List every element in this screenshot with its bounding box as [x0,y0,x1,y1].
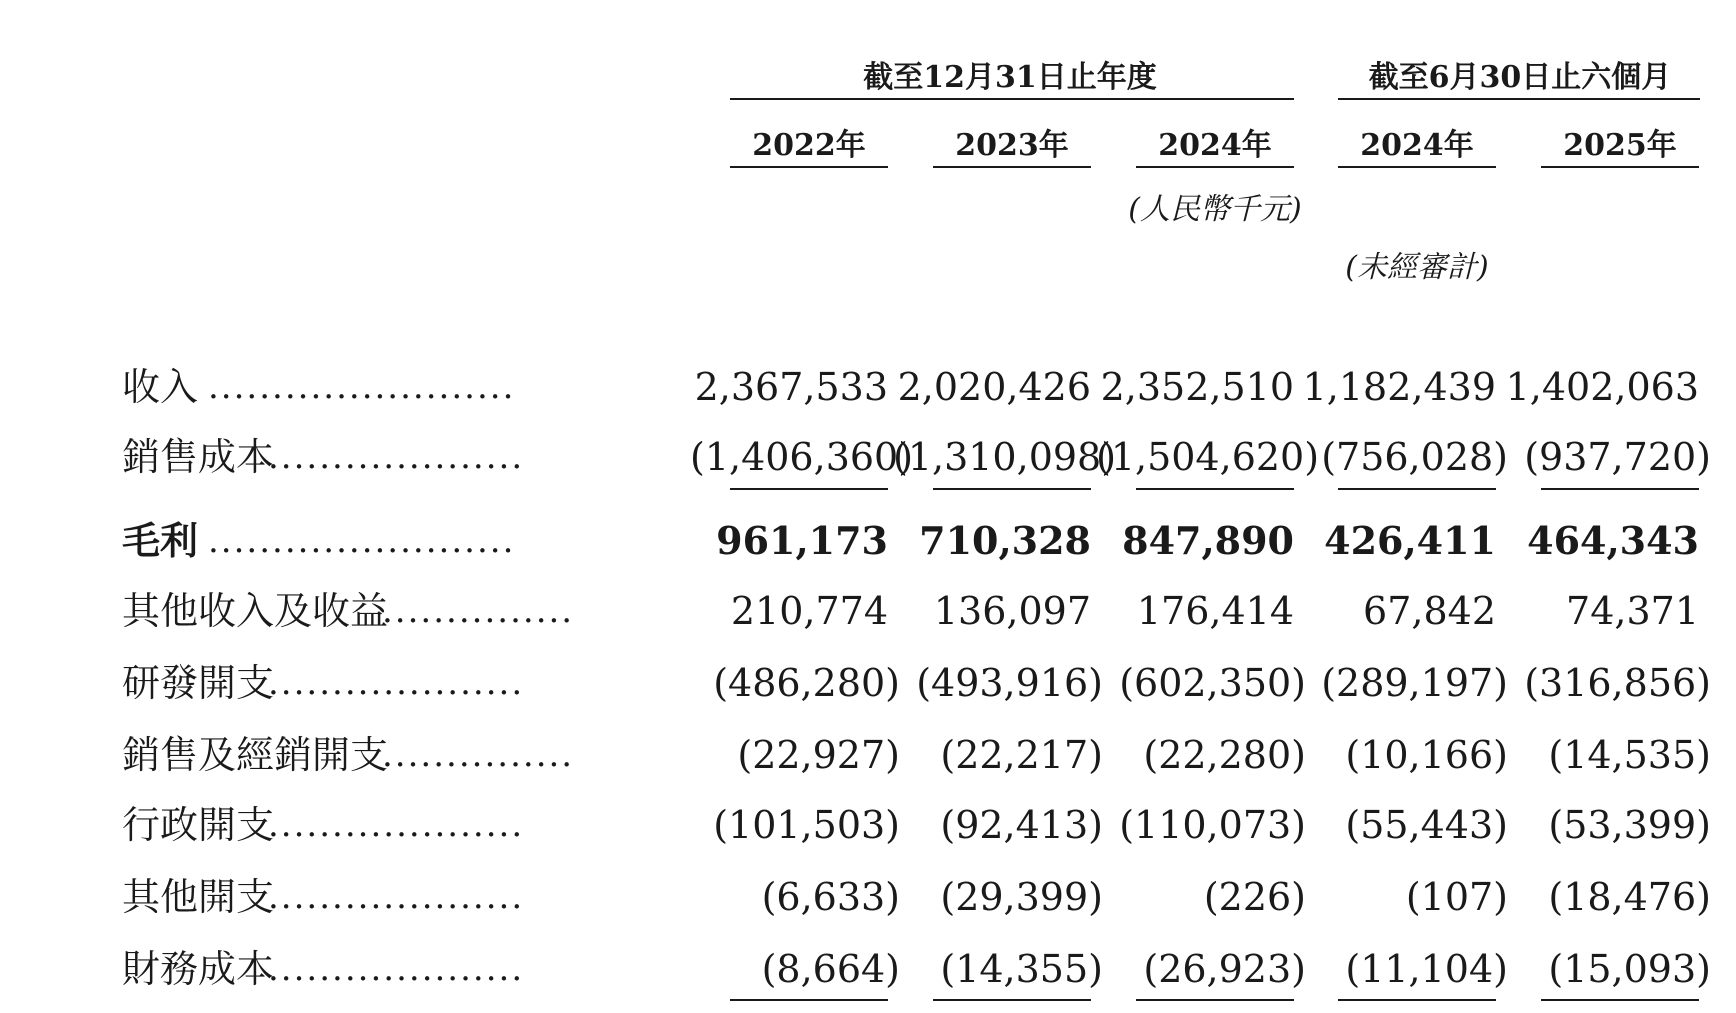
header-half-rule [1338,98,1700,100]
currency-unit-note: (人民幣千元) [1128,192,1302,227]
cell-2024-annual: (602,350) [1119,661,1306,705]
cell-2025-half: (18,476) [1548,875,1711,919]
table-row-rnd-expenses [0,658,1736,708]
cell-2022: (6,633) [761,875,900,919]
cell-2024-half: 67,842 [1363,589,1496,633]
table-row-revenue [0,362,1736,412]
row-label: 收入 [122,365,199,409]
subtotal-rule-2022 [730,488,888,490]
row-label: 銷售及經銷開支 [122,733,389,777]
year-rule-2022 [730,166,888,168]
cell-2025-half: (316,856) [1524,661,1711,705]
year-rule-2024-annual [1136,166,1294,168]
leader-dots: .................... [268,877,525,917]
subtotal-rule-2024-half [1338,999,1496,1001]
subtotal-rule-2023 [933,999,1091,1001]
cell-2023: (29,399) [940,875,1103,919]
year-header-2023: 2023年 [955,128,1069,163]
leader-dots: .................... [268,805,525,845]
table-row-selling-expenses [0,730,1736,780]
leader-dots: ............... [382,735,575,775]
subtotal-rule-2024-annual [1136,999,1294,1001]
cell-2022: (101,503) [713,803,900,847]
cell-2024-half: (10,166) [1345,733,1508,777]
row-label: 其他開支 [122,875,275,919]
leader-dots: .................... [268,437,525,477]
cell-2022: 2,367,533 [694,365,888,409]
subtotal-rule-2024-half [1338,488,1496,490]
cell-2025-half: (14,535) [1548,733,1711,777]
cell-2023: (1,310,098) [893,435,1117,479]
cell-2024-annual: (110,073) [1119,803,1306,847]
cell-2024-annual: (26,923) [1143,947,1306,991]
cell-2023: (22,217) [940,733,1103,777]
cell-2025-half: 1,402,063 [1505,365,1699,409]
year-header-2024-annual: 2024年 [1158,128,1272,163]
cell-2024-half: (107) [1405,875,1508,919]
header-annual-group: 截至12月31日止年度 [863,60,1157,95]
table-row-admin-expenses [0,800,1736,850]
cell-2022: (8,664) [761,947,900,991]
cell-2025-half: 464,343 [1527,518,1699,563]
cell-2022: 961,173 [716,518,888,563]
header-half-group: 截至6月30日止六個月 [1368,60,1672,95]
cell-2025-half: 74,371 [1566,589,1699,633]
unaudited-note: (未經審計) [1345,250,1489,285]
cell-2024-annual: (22,280) [1143,733,1306,777]
year-rule-2024-half [1338,166,1496,168]
row-label: 財務成本 [122,947,275,991]
cell-2023: 2,020,426 [897,365,1091,409]
subtotal-rule-2023 [933,488,1091,490]
leader-dots: ........................ [208,521,516,561]
row-label: 其他收入及收益 [122,589,389,633]
row-label: 行政開支 [122,803,275,847]
year-rule-2023 [933,166,1091,168]
leader-dots: ............... [382,591,575,631]
cell-2022: (1,406,360) [690,435,914,479]
cell-2024-annual: (1,504,620) [1096,435,1320,479]
table-row-finance-costs [0,944,1736,994]
year-header-2025-half: 2025年 [1563,128,1677,163]
cell-2024-annual: (226) [1203,875,1306,919]
cell-2024-annual: 176,414 [1136,589,1294,633]
cell-2023: 136,097 [933,589,1091,633]
cell-2025-half: (937,720) [1524,435,1711,479]
cell-2025-half: (53,399) [1548,803,1711,847]
cell-2024-half: 1,182,439 [1302,365,1496,409]
cell-2024-annual: 2,352,510 [1100,365,1294,409]
cell-2023: (92,413) [940,803,1103,847]
table-row-cost-of-sales [0,432,1736,482]
table-row-other-income [0,586,1736,636]
cell-2022: (486,280) [713,661,900,705]
cell-2024-half: (756,028) [1321,435,1508,479]
cell-2025-half: (15,093) [1548,947,1711,991]
subtotal-rule-2025-half [1541,999,1699,1001]
row-label: 研發開支 [122,661,275,705]
subtotal-rule-2022 [730,999,888,1001]
row-label: 毛利 [122,518,199,563]
cell-2024-annual: 847,890 [1122,518,1294,563]
cell-2023: (493,916) [916,661,1103,705]
year-rule-2025-half [1541,166,1699,168]
row-label: 銷售成本 [122,435,275,479]
leader-dots: .................... [268,949,525,989]
cell-2024-half: (55,443) [1345,803,1508,847]
header-annual-rule [730,98,1294,100]
subtotal-rule-2025-half [1541,488,1699,490]
year-header-2022: 2022年 [752,128,866,163]
table-row-other-expenses [0,872,1736,922]
cell-2023: 710,328 [919,518,1091,563]
cell-2022: 210,774 [730,589,888,633]
cell-2024-half: (11,104) [1345,947,1508,991]
year-header-2024-half: 2024年 [1360,128,1474,163]
leader-dots: .................... [268,663,525,703]
cell-2023: (14,355) [940,947,1103,991]
table-row-gross-profit [0,516,1736,566]
cell-2024-half: 426,411 [1324,518,1496,563]
cell-2024-half: (289,197) [1321,661,1508,705]
subtotal-rule-2024-annual [1136,488,1294,490]
cell-2022: (22,927) [737,733,900,777]
leader-dots: ........................ [208,367,516,407]
